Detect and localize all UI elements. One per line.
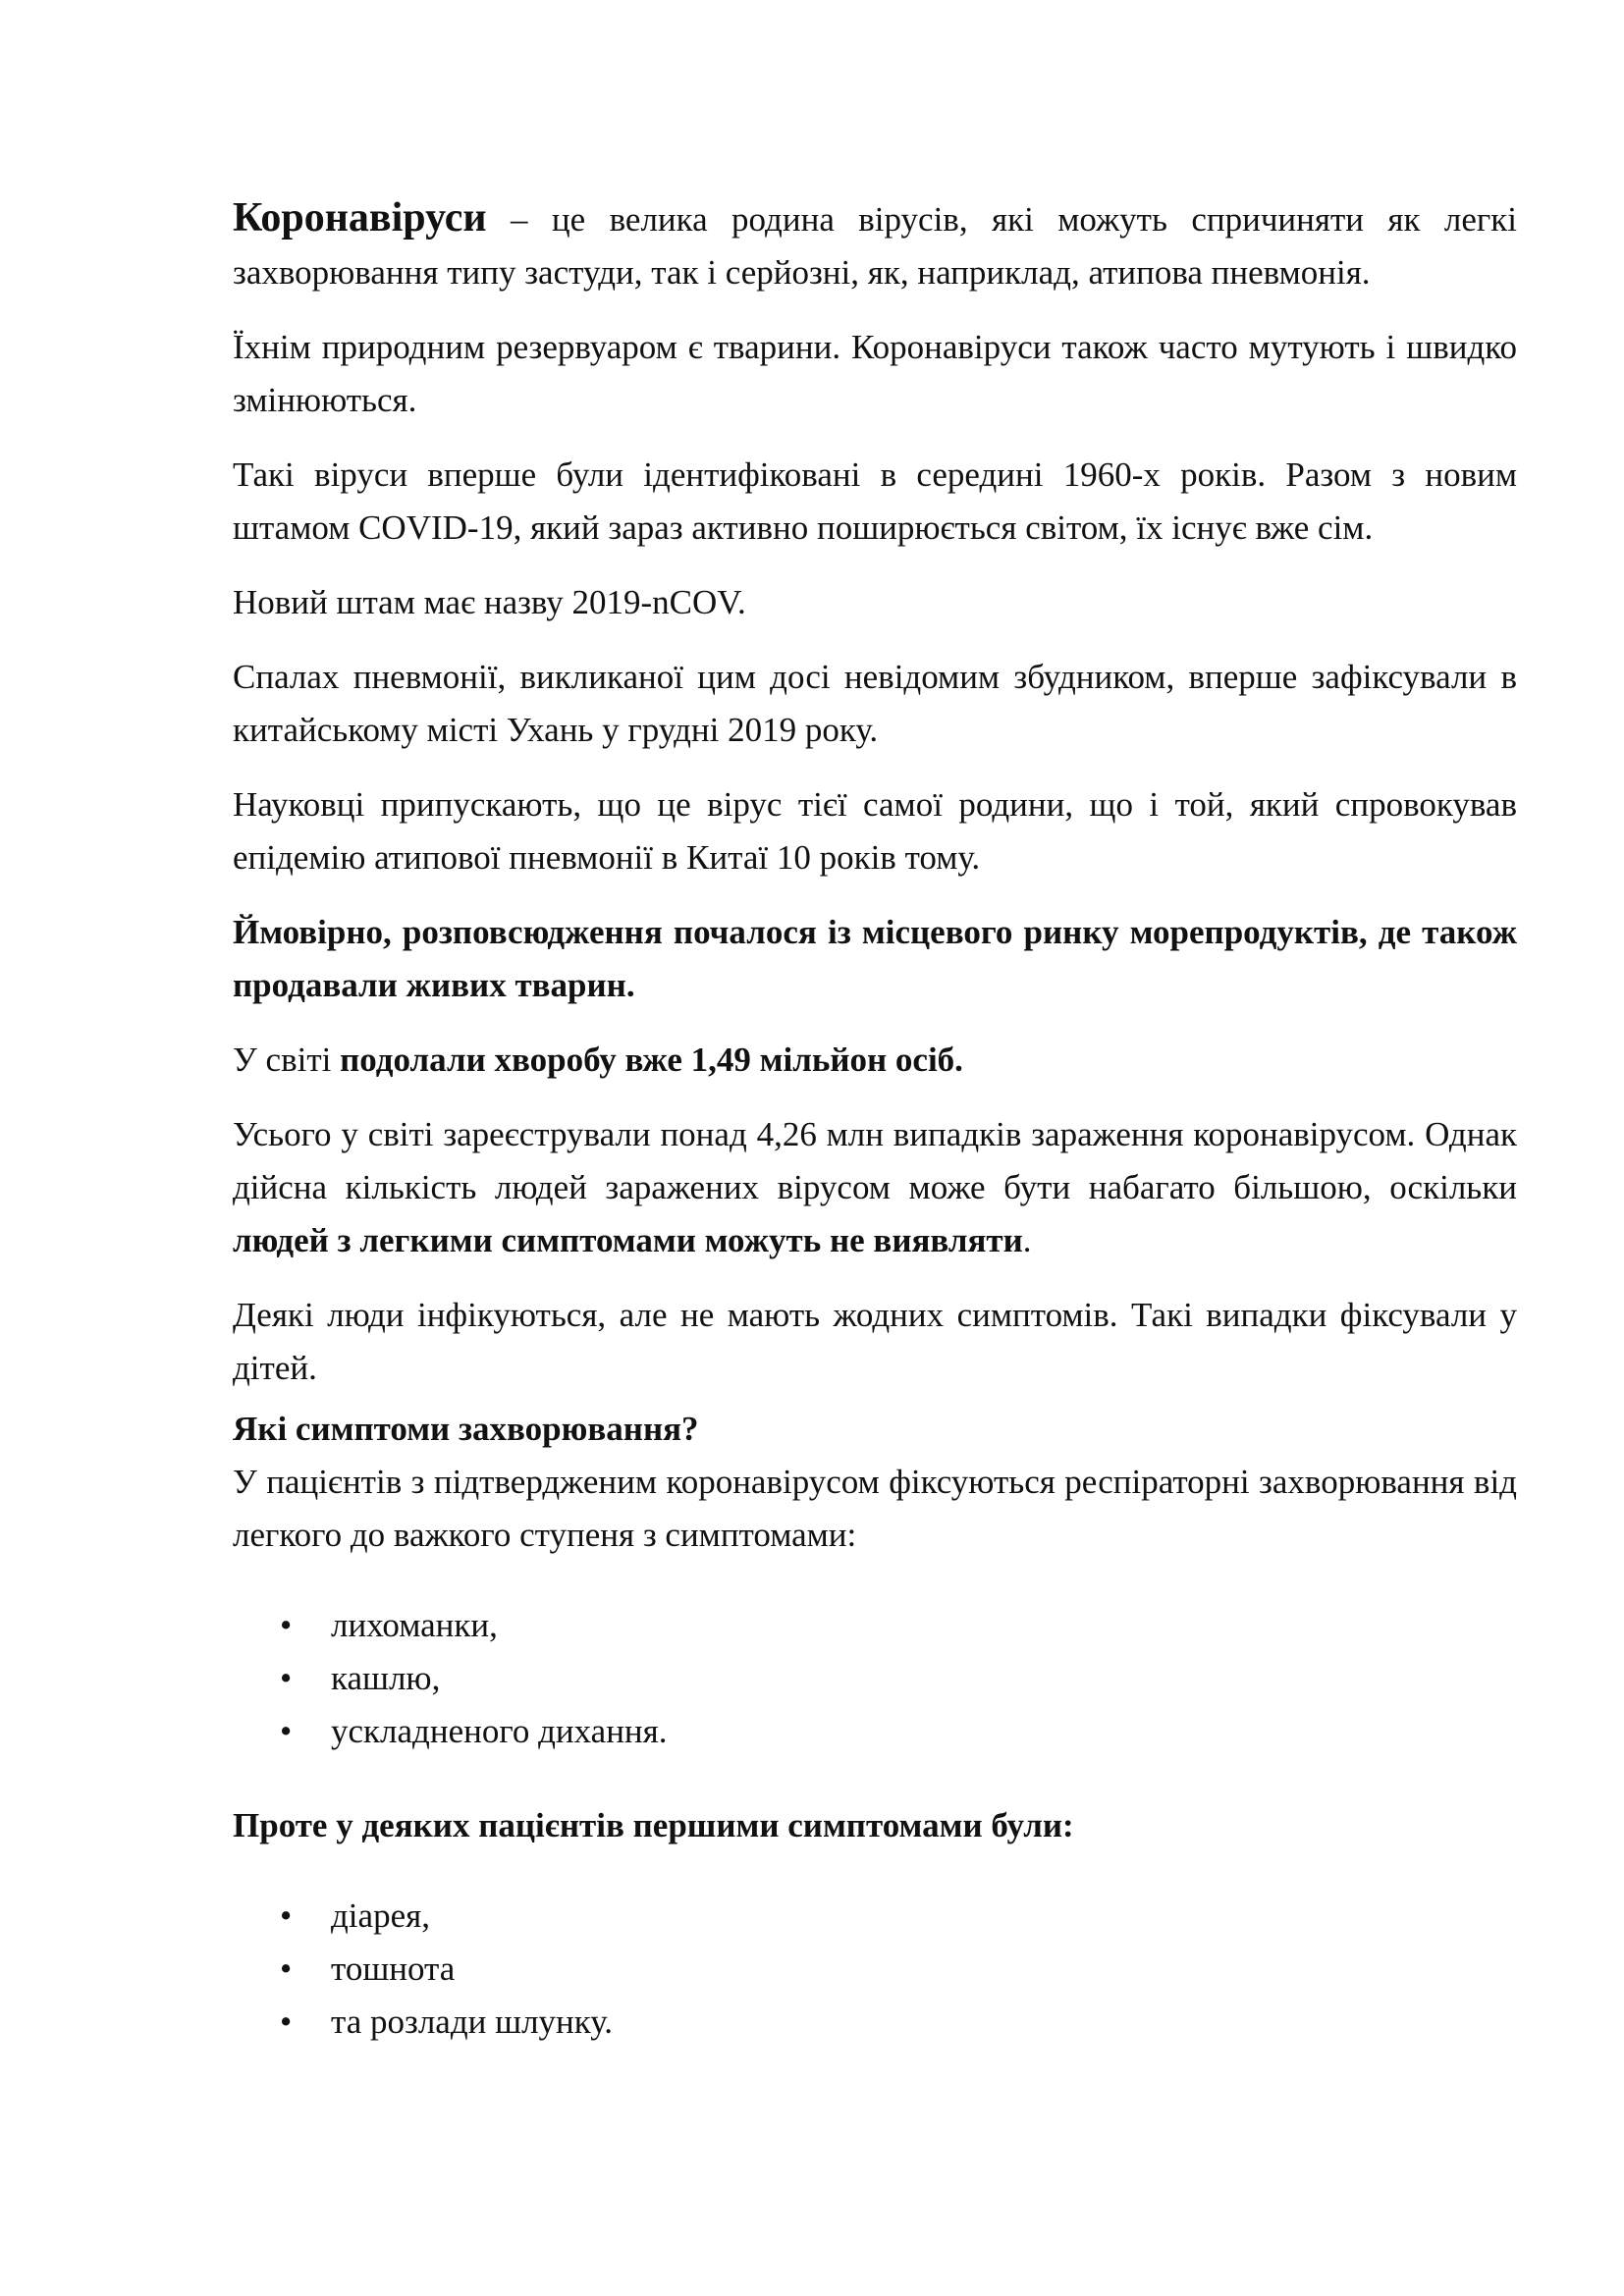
cases-suffix: . bbox=[1022, 1221, 1032, 1259]
first-symptoms-list bbox=[233, 1890, 1517, 2049]
bullet-icon: • bbox=[280, 1606, 293, 1644]
list-item-text: ускладненого дихання. bbox=[331, 1712, 668, 1750]
bullet-icon: • bbox=[280, 1949, 293, 1988]
list-item-text: діарея, bbox=[331, 1896, 430, 1935]
list-item bbox=[233, 1890, 1517, 1943]
list-item-text: та розлади шлунку. bbox=[331, 2002, 614, 2041]
asymptomatic-paragraph: Деякі люди інфікуються, але не мають жодних симптомів. Такі випадки фіксували у дітей. bbox=[233, 1296, 1517, 1387]
bullet-icon: • bbox=[280, 1712, 293, 1750]
list-item bbox=[233, 1996, 1517, 2049]
intro-paragraph bbox=[233, 191, 1517, 299]
symptoms-list bbox=[233, 1599, 1517, 1758]
bullet-icon: • bbox=[280, 2002, 293, 2041]
bullet-icon: • bbox=[280, 1659, 293, 1697]
list-item bbox=[233, 1652, 1517, 1705]
intro-term: Коронавіруси bbox=[233, 195, 487, 240]
recovered-paragraph bbox=[233, 1034, 1517, 1087]
history-paragraph: Такі віруси вперше були ідентифіковані в середині 1960-х років. Разом з новим штамом COVID-19, який зараз активно поширюється світом, їх існує вже сім. bbox=[233, 455, 1517, 547]
symptoms-heading: Які симптоми захворювання? bbox=[233, 1410, 699, 1448]
symptoms-intro: У пацієнтів з підтвердженим коронавірусом фіксуються респіраторні захворювання від легкого до важкого ступеня з симптомами: bbox=[233, 1463, 1517, 1554]
document-page bbox=[233, 191, 1517, 2090]
list-item bbox=[233, 1705, 1517, 1758]
first-symptoms-heading: Проте у деяких пацієнтів першими симптомами були: bbox=[233, 1806, 1074, 1844]
new-strain-paragraph: Новий штам має назву 2019-nCOV. bbox=[233, 583, 746, 621]
origin-paragraph: Ймовірно, розповсюдження почалося із місцевого ринку морепродуктів, де також продавали живих тварин. bbox=[233, 913, 1517, 1004]
recovered-prefix: У світі bbox=[233, 1041, 341, 1079]
list-item-text: тошнота bbox=[331, 1949, 456, 1988]
intro-text: – це велика родина вірусів, які можуть спричиняти як легкі захворювання типу застуди, так і серйозні, як, наприклад, атипова пневмонія. bbox=[233, 200, 1517, 292]
outbreak-paragraph: Спалах пневмонії, викликаної цим досі невідомим збудником, вперше зафіксували в китайському місті Ухань у грудні 2019 року. bbox=[233, 658, 1517, 749]
list-item bbox=[233, 1943, 1517, 1996]
list-item bbox=[233, 1599, 1517, 1652]
bullet-icon: • bbox=[280, 1896, 293, 1935]
cases-bold: людей з легкими симптомами можуть не виявляти bbox=[233, 1221, 1023, 1259]
recovered-bold: подолали хворобу вже 1,49 мільйон осіб. bbox=[340, 1041, 963, 1079]
cases-paragraph bbox=[233, 1108, 1517, 1267]
scientists-paragraph: Науковці припускають, що це вірус тієї самої родини, що і той, який спровокував епідемію атипової пневмонії в Китаї 10 років тому. bbox=[233, 785, 1517, 877]
list-item-text: кашлю, bbox=[331, 1659, 441, 1697]
cases-prefix: Усього у світі зареєстрували понад 4,26 млн випадків зараження коронавірусом. Однак дійсна кількість людей заражених вірусом може бути набагато більшою, оскільки bbox=[233, 1115, 1517, 1206]
list-item-text: лихоманки, bbox=[331, 1606, 498, 1644]
reservoir-paragraph: Їхнім природним резервуаром є тварини. Коронавіруси також часто мутують і швидко змінюються. bbox=[233, 328, 1517, 419]
